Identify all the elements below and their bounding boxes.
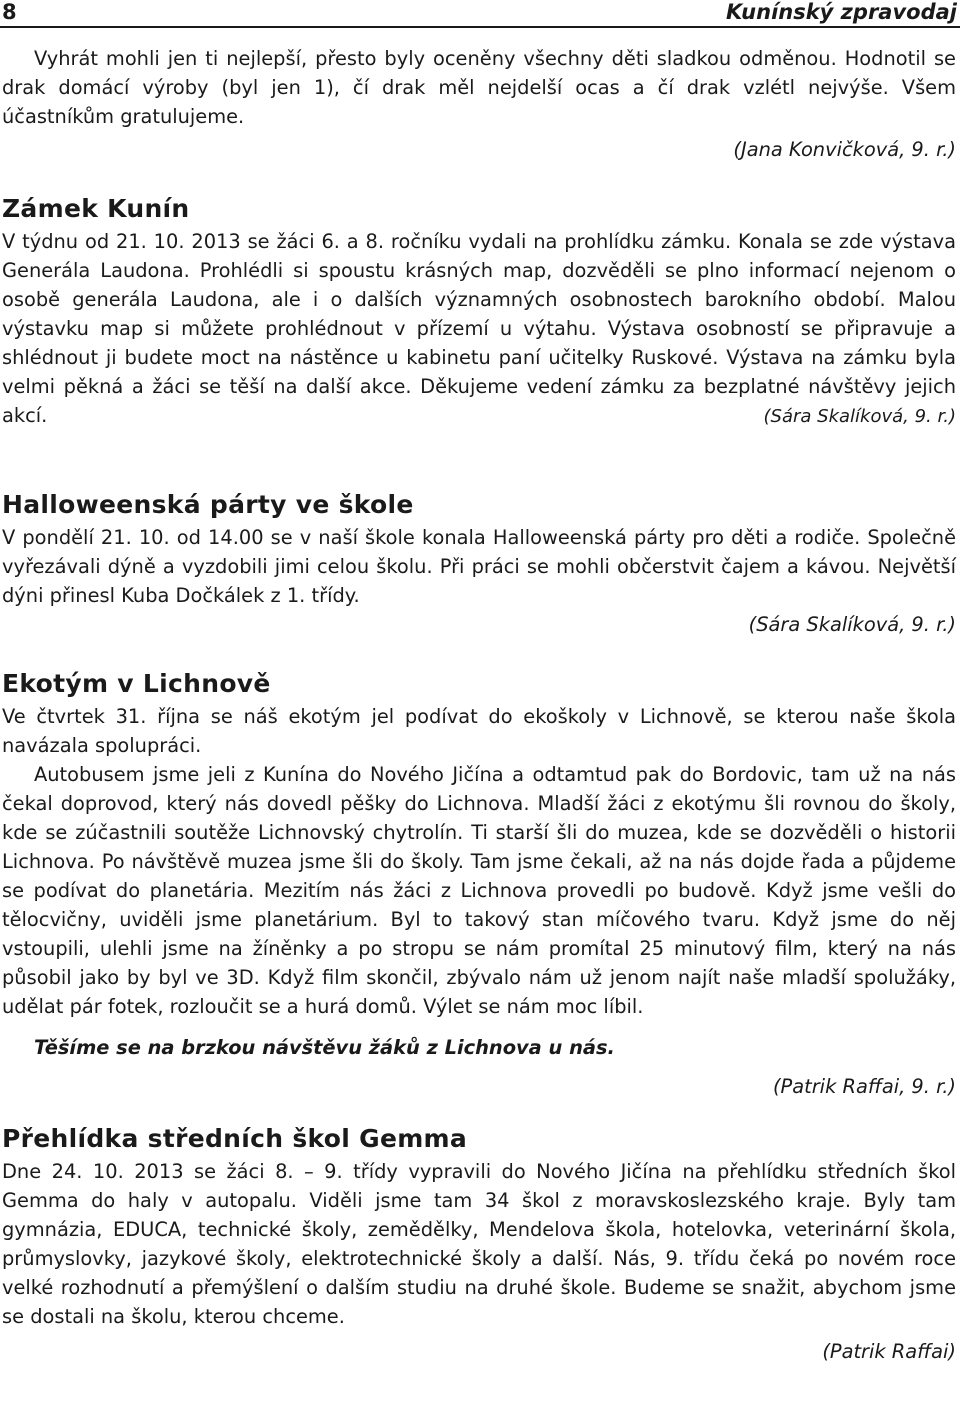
- page-header: [0, 0, 960, 28]
- article-title: Ekotým v Lichnově: [2, 669, 271, 698]
- intro-paragraph: Vyhrát mohli jen ti nejlepší, přesto byly oceněny všechny děti sladkou odměnou. Hodnotil se drak domácí výroby (byl jen 1), čí drak měl nejdelší ocas a čí drak vzlétl nejvýše. Všem účastníkům gratulujeme.: [2, 47, 956, 128]
- article-title: Přehlídka středních škol Gemma: [2, 1124, 468, 1153]
- article-signature: (Sára Skalíková, 9. r.): [763, 406, 956, 427]
- article-signature: (Patrik Raffai, 9. r.): [772, 1075, 956, 1098]
- article-title: Halloweenská párty ve škole: [2, 490, 414, 519]
- article-signature: (Sára Skalíková, 9. r.): [748, 613, 956, 636]
- article-text: V týdnu od 21. 10. 2013 se žáci 6. a 8. ročníku vydali na prohlídku zámku. Konala se zde výstava Generála Laudona. Prohlédli si spoustu krásných map, dozvěděli se plno informací nejenom o osobě generála Laudona, ale i o dalších významných osobnostech barokního období. Malou výstavku map si můžete prohlédnout v přízemí u výtahu. Výstava osobností se připravuje a shlédnout ji budete moct na nástěnce u kabinetu paní učitelky Ruskové. Výstava na zámku byla velmi pěkná a žáci se těší na další akce. Děkujeme vedení zámku za bezplatné návštěvy jejich akcí.: [2, 230, 956, 427]
- publication-title: Kunínský zpravodaj: [726, 0, 957, 24]
- article-closing: Těšíme se na brzkou návštěvu žáků z Lichnova u nás.: [34, 1036, 615, 1059]
- article-ekotym: [2, 666, 956, 1101]
- article-paragraph: Autobusem jsme jeli z Kunína do Nového Jičína a odtamtud pak do Bordovic, tam už na nás čekal doprovod, který nás dovedl pěšky do Lichnova. Mladší žáci z ekotýmu šli rovnou do školy, kde se zúčastnili soutěže Lichnovský chytrolín. Ti starší šli do muzea, kde se dozvěděli o historii Lichnova. Po návštěvě muzea jsme šli do školy. Tam jsme čekali, až na nás dojde řada a půjdeme se podívat do planetária. Mezitím nás žáci z Lichnova provedli po budově. Když jsme vešli do tělocvičny, uviděli jsme planetárium. Byl to takový stan míčového tvaru. Když jsme do něj vstoupili, ulehli jsme na žíněnky a po stropu se nám promítal 25 minutový film, který na nás působil jako by byl ve 3D. Když film skončil, zbývalo nám už jenom najít naše mladší spolužáky, udělat pár fotek, rozloučit se a hurá domů. Výlet se nám moc líbil.: [2, 763, 956, 1018]
- article-paragraph: Dne 24. 10. 2013 se žáci 8. – 9. třídy vypravili do Nového Jičína na přehlídku středních škol Gemma do haly v autopalu. Viděli jsme tam 34 škol z moravskoslezského kraje. Byly tam gymnázia, EDUCA, technické školy, zemědělky, Mendelova škola, hotelovka, veterinární škola, průmyslovky, jazykové školy, elektrotechnické školy a další. Nás, 9. třídu čeká po novém roce velké rozhodnutí a přemýšlení o dalším studiu na druhé škole. Budeme se snažit, abychom jsme se dostali na školu, kterou chceme.: [2, 1160, 956, 1328]
- intro-signature: (Jana Konvičková, 9. r.): [733, 138, 956, 161]
- intro-section: [2, 44, 956, 164]
- article-title: Zámek Kunín: [2, 194, 190, 223]
- article-halloween: [2, 487, 956, 639]
- article-signature: (Patrik Raffai): [822, 1340, 956, 1363]
- page-content: [2, 44, 956, 1366]
- page-number: 8: [2, 0, 17, 24]
- article-paragraph: [2, 227, 956, 431]
- article-zamek-kunin: [2, 191, 956, 431]
- article-paragraph: Ve čtvrtek 31. října se náš ekotým jel podívat do ekoškoly v Lichnově, se kterou naše škola navázala spolupráci.: [2, 705, 956, 757]
- article-paragraph: V pondělí 21. 10. od 14.00 se v naší škole konala Halloweenská párty pro děti a rodiče. Společně vyřezávali dýně a vyzdobili jimi celou školu. Při práci se mohli občerstvit čajem a kávou. Největší dýni přinesl Kuba Dočkálek z 1. třídy.: [2, 526, 956, 607]
- article-gemma: [2, 1121, 956, 1366]
